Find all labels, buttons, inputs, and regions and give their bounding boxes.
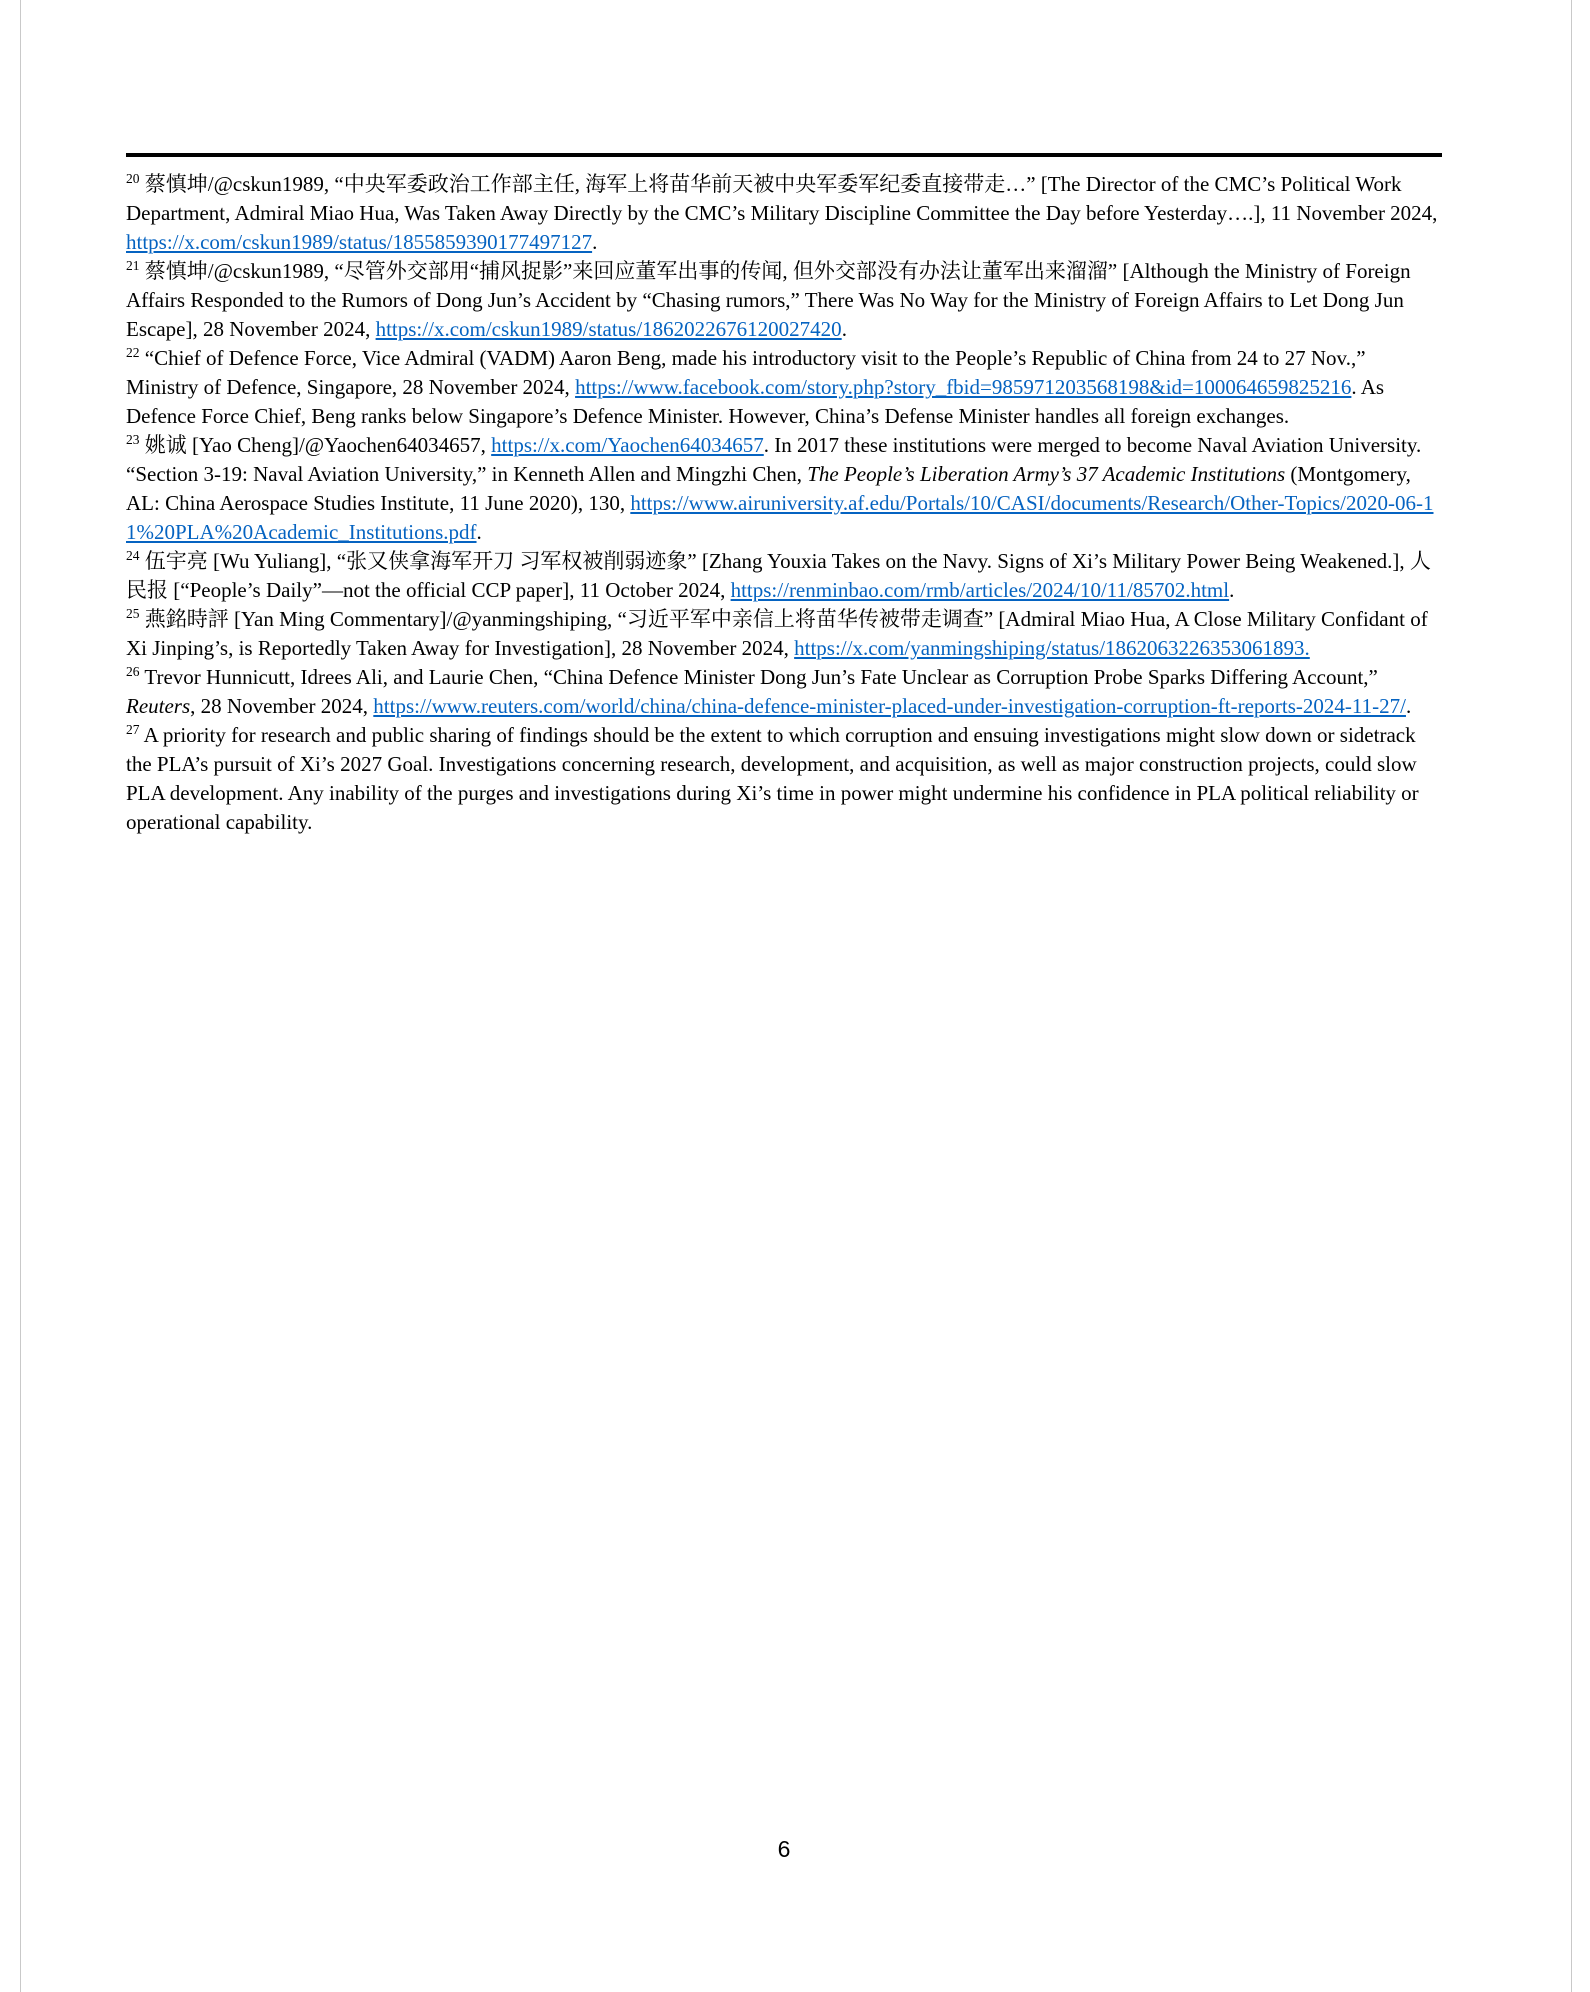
footnote-text: Trevor Hunnicutt, Idrees Ali, and Laurie Chen, “China Defence Minister Dong Jun’s Fate Unclear as Corruption Probe Sparks Differing Account,”: [144, 665, 1378, 689]
footnote-25: [126, 605, 1442, 663]
footnote-number: 20: [126, 171, 140, 186]
footnote-link[interactable]: https://www.airuniversity.af.edu/Portals/10/CASI/documents/Research/Other-Topics/2020-06-11%20PLA%20Academic_Institutions.pdf: [126, 491, 1434, 544]
footnote-text: A priority for research and public sharing of findings should be the extent to which corruption and ensuing investigations might slow down or sidetrack the PLA’s pursuit of Xi’s 2027 Goal. Investigations concerning research, development, and acquisition, as well as major construction projects, could slow PLA development. Any inability of the purges and investigations during Xi’s time in power might undermine his confidence in PLA political reliability or operational capability.: [126, 723, 1419, 834]
footnote-text: .: [476, 520, 482, 544]
footnote-text: 燕銘時評 [Yan Ming Commentary]/@yanmingshiping, “习近平军中亲信上将苗华传被带走调查” [Admiral Miao Hua, A Close Military Confidant of Xi Jinping’s, is Reportedly Taken Away for Investigation], 28 November 2024,: [126, 607, 1428, 660]
footnote-number: 22: [126, 345, 140, 360]
footnote-link[interactable]: https://www.facebook.com/story.php?story_fbid=985971203568198&id=100064659825216: [575, 375, 1352, 399]
footnote-link[interactable]: https://x.com/Yaochen64034657: [491, 433, 764, 457]
page-content: [126, 0, 1442, 1862]
footnote-22: [126, 344, 1442, 431]
footnote-text: , 28 November 2024,: [190, 694, 374, 718]
italic-citation-text: The People’s Liberation Army’s 37 Academic Institutions: [807, 462, 1286, 486]
footnote-24: [126, 547, 1442, 605]
footnote-number: 24: [126, 548, 140, 563]
footnote-text: .: [841, 317, 847, 341]
footnote-text: .: [1405, 694, 1412, 718]
footnote-26: [126, 663, 1442, 721]
footnote-23: [126, 431, 1442, 547]
footnotes-section: [126, 170, 1442, 837]
footnote-link[interactable]: https://x.com/cskun1989/status/1862022676120027420: [375, 317, 842, 341]
footnote-link[interactable]: https://x.com/yanmingshiping/status/1862063226353061893.: [794, 636, 1310, 660]
footnote-text: . As Defence Force Chief, Beng ranks below Singapore’s Defence Minister. However, China’s Defense Minister handles all foreign exchanges.: [126, 375, 1385, 428]
footnote-text: 姚诚 [Yao Cheng]/@Yaochen64034657,: [144, 433, 492, 457]
footnote-text: 蔡慎坤/@cskun1989, “中央军委政治工作部主任, 海军上将苗华前天被中央军委军纪委直接带走…” [The Director of the CMC’s Political Work Department, Admiral Miao Hua, Was Taken Away Directly by the CMC’s Military Discipline Committee the Day before Yesterday….], 11 November 2024,: [126, 172, 1438, 225]
footnote-text: .: [1229, 578, 1235, 602]
footnote-number: 23: [126, 432, 140, 447]
footnote-link[interactable]: https://www.reuters.com/world/china/china-defence-minister-placed-under-investigation-corruption-ft-reports-2024-11-27/: [373, 694, 1406, 718]
document-page: [20, 0, 1572, 1992]
footnote-21: [126, 257, 1442, 344]
footnote-27: [126, 721, 1442, 837]
footnote-text: (Montgomery, AL: China Aerospace Studies Institute, 11 June 2020), 130,: [126, 462, 1411, 515]
italic-citation-text: Reuters: [126, 694, 191, 718]
footnote-number: 26: [126, 664, 140, 679]
footnote-text: .: [592, 230, 598, 254]
footnote-link[interactable]: https://x.com/cskun1989/status/1855859390177497127: [126, 230, 593, 254]
footnote-number: 25: [126, 606, 140, 621]
footnote-number: 27: [126, 722, 140, 737]
footnote-text: 伍宇亮 [Wu Yuliang], “张又侠拿海军开刀 习军权被削弱迹象” [Zhang Youxia Takes on the Navy. Signs of Xi’s Military Power Being Weakened.], 人民报 [“People’s Daily”—not the official CCP paper], 11 October 2024,: [126, 549, 1431, 602]
footnote-text: . In 2017 these institutions were merged to become Naval Aviation University. “Section 3-19: Naval Aviation University,” in Kenneth Allen and Mingzhi Chen,: [126, 433, 1422, 486]
footnote-20: [126, 170, 1442, 257]
page-number: 6: [777, 1836, 791, 1862]
footnote-link[interactable]: https://renminbao.com/rmb/articles/2024/10/11/85702.html: [730, 578, 1230, 602]
footnote-separator-rule: [126, 153, 1442, 157]
footnote-number: 21: [126, 258, 140, 273]
footnote-text: “Chief of Defence Force, Vice Admiral (VADM) Aaron Beng, made his introductory visit to the People’s Republic of China from 24 to 27 Nov.,” Ministry of Defence, Singapore, 28 November 2024,: [126, 346, 1366, 399]
footnote-text: 蔡慎坤/@cskun1989, “尽管外交部用“捕风捉影”来回应董军出事的传闻, 但外交部没有办法让董军出来溜溜” [Although the Ministry of Foreign Affairs Responded to the Rumors of Dong Jun’s Accident by “Chasing rumors,” There Was No Way for the Ministry of Foreign Affairs to Let Dong Jun Escape], 28 November 2024,: [126, 259, 1411, 341]
